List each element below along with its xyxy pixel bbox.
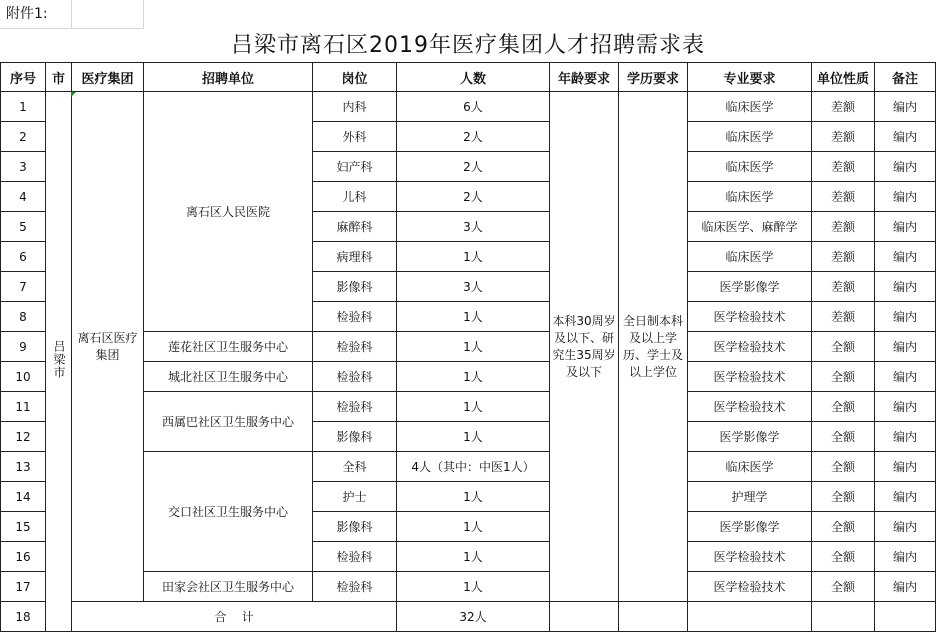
note-cell: 编内	[875, 452, 936, 482]
count-cell: 1人	[397, 482, 550, 512]
major-cell: 医学检验技术	[688, 302, 812, 332]
count-cell: 3人	[397, 272, 550, 302]
unit-cell: 田家会社区卫生服务中心	[144, 572, 313, 602]
post-cell: 妇产科	[313, 152, 397, 182]
nature-cell: 差额	[812, 152, 875, 182]
row-no: 12	[1, 422, 46, 452]
header-unit: 招聘单位	[144, 63, 313, 92]
post-cell: 检验科	[313, 572, 397, 602]
post-cell: 检验科	[313, 362, 397, 392]
empty-cell	[619, 602, 688, 632]
header-nature: 单位性质	[812, 63, 875, 92]
count-cell: 1人	[397, 362, 550, 392]
note-cell: 编内	[875, 422, 936, 452]
major-cell: 临床医学	[688, 122, 812, 152]
note-cell: 编内	[875, 542, 936, 572]
count-cell: 1人	[397, 572, 550, 602]
note-cell: 编内	[875, 302, 936, 332]
post-cell: 检验科	[313, 542, 397, 572]
header-note: 备注	[875, 63, 936, 92]
group-cell: 离石区医疗集团	[72, 92, 144, 602]
count-cell: 1人	[397, 512, 550, 542]
note-cell: 编内	[875, 152, 936, 182]
nature-cell: 全额	[812, 572, 875, 602]
empty-cell	[812, 602, 875, 632]
nature-cell: 差额	[812, 212, 875, 242]
note-cell: 编内	[875, 392, 936, 422]
nature-cell: 全额	[812, 482, 875, 512]
city-cell: 吕梁市	[46, 92, 72, 632]
empty-cell	[875, 602, 936, 632]
major-cell: 临床医学	[688, 92, 812, 122]
count-cell: 2人	[397, 182, 550, 212]
major-cell: 临床医学	[688, 152, 812, 182]
note-cell: 编内	[875, 182, 936, 212]
major-cell: 护理学	[688, 482, 812, 512]
post-cell: 检验科	[313, 332, 397, 362]
nature-cell: 差额	[812, 242, 875, 272]
row-no: 15	[1, 512, 46, 542]
count-cell: 4人（其中：中医1人）	[397, 452, 550, 482]
note-cell: 编内	[875, 212, 936, 242]
total-label: 合 计	[72, 602, 397, 632]
nature-cell: 全额	[812, 332, 875, 362]
post-cell: 影像科	[313, 422, 397, 452]
row-no: 8	[1, 302, 46, 332]
total-count: 32人	[397, 602, 550, 632]
post-cell: 麻醉科	[313, 212, 397, 242]
row-no: 17	[1, 572, 46, 602]
nature-cell: 全额	[812, 362, 875, 392]
post-cell: 检验科	[313, 392, 397, 422]
row-no: 3	[1, 152, 46, 182]
header-no: 序号	[1, 63, 46, 92]
major-cell: 临床医学	[688, 182, 812, 212]
major-cell: 临床医学	[688, 242, 812, 272]
count-cell: 6人	[397, 92, 550, 122]
empty-cell	[688, 602, 812, 632]
recruitment-table	[0, 62, 936, 632]
education-requirement: 全日制本科及以上学历、学士及以上学位	[619, 92, 688, 602]
post-cell: 病理科	[313, 242, 397, 272]
post-cell: 检验科	[313, 302, 397, 332]
unit-cell: 离石区人民医院	[144, 92, 313, 332]
nature-cell: 差额	[812, 122, 875, 152]
major-cell: 医学影像学	[688, 272, 812, 302]
note-cell: 编内	[875, 362, 936, 392]
empty-cell	[72, 0, 144, 29]
post-cell: 内科	[313, 92, 397, 122]
note-cell: 编内	[875, 92, 936, 122]
note-cell: 编内	[875, 332, 936, 362]
unit-cell: 西属巴社区卫生服务中心	[144, 392, 313, 452]
major-cell: 医学检验技术	[688, 392, 812, 422]
nature-cell: 全额	[812, 452, 875, 482]
header-age: 年龄要求	[550, 63, 619, 92]
post-cell: 外科	[313, 122, 397, 152]
row-no: 18	[1, 602, 46, 632]
row-no: 7	[1, 272, 46, 302]
nature-cell: 差额	[812, 92, 875, 122]
page-title: 吕梁市离石区2019年医疗集团人才招聘需求表	[231, 33, 705, 58]
major-cell: 医学检验技术	[688, 572, 812, 602]
row-no: 1	[1, 92, 46, 122]
attachment-label: 附件1:	[0, 0, 72, 29]
header-post: 岗位	[313, 63, 397, 92]
major-cell: 医学影像学	[688, 512, 812, 542]
header-row	[1, 63, 936, 92]
row-no: 9	[1, 332, 46, 362]
row-no: 6	[1, 242, 46, 272]
row-no: 2	[1, 122, 46, 152]
header-edu: 学历要求	[619, 63, 688, 92]
nature-cell: 全额	[812, 512, 875, 542]
post-cell: 护士	[313, 482, 397, 512]
count-cell: 1人	[397, 422, 550, 452]
row-no: 10	[1, 362, 46, 392]
major-cell: 医学检验技术	[688, 332, 812, 362]
count-cell: 1人	[397, 332, 550, 362]
header-group: 医疗集团	[72, 63, 144, 92]
row-no: 4	[1, 182, 46, 212]
post-cell: 儿科	[313, 182, 397, 212]
row-no: 14	[1, 482, 46, 512]
table-row	[1, 92, 936, 122]
post-cell: 全科	[313, 452, 397, 482]
nature-cell: 差额	[812, 182, 875, 212]
count-cell: 1人	[397, 392, 550, 422]
cell-comment-marker	[71, 92, 76, 97]
count-cell: 1人	[397, 242, 550, 272]
note-cell: 编内	[875, 482, 936, 512]
post-cell: 影像科	[313, 512, 397, 542]
unit-cell: 交口社区卫生服务中心	[144, 452, 313, 572]
row-no: 5	[1, 212, 46, 242]
unit-cell: 莲花社区卫生服务中心	[144, 332, 313, 362]
count-cell: 1人	[397, 542, 550, 572]
header-city: 市	[46, 63, 72, 92]
nature-cell: 差额	[812, 302, 875, 332]
age-requirement: 本科30周岁及以下、研究生35周岁及以下	[550, 92, 619, 602]
note-cell: 编内	[875, 512, 936, 542]
count-cell: 2人	[397, 122, 550, 152]
header-count: 人数	[397, 63, 550, 92]
row-no: 11	[1, 392, 46, 422]
count-cell: 1人	[397, 302, 550, 332]
count-cell: 3人	[397, 212, 550, 242]
nature-cell: 差额	[812, 272, 875, 302]
total-row	[1, 602, 936, 632]
note-cell: 编内	[875, 122, 936, 152]
major-cell: 医学检验技术	[688, 542, 812, 572]
nature-cell: 全额	[812, 422, 875, 452]
note-cell: 编内	[875, 242, 936, 272]
note-cell: 编内	[875, 572, 936, 602]
row-no: 16	[1, 542, 46, 572]
note-cell: 编内	[875, 272, 936, 302]
row-no: 13	[1, 452, 46, 482]
major-cell: 医学影像学	[688, 422, 812, 452]
header-major: 专业要求	[688, 63, 812, 92]
empty-cell	[550, 602, 619, 632]
count-cell: 2人	[397, 152, 550, 182]
major-cell: 临床医学	[688, 452, 812, 482]
major-cell: 医学检验技术	[688, 362, 812, 392]
nature-cell: 全额	[812, 392, 875, 422]
major-cell: 临床医学、麻醉学	[688, 212, 812, 242]
unit-cell: 城北社区卫生服务中心	[144, 362, 313, 392]
nature-cell: 全额	[812, 542, 875, 572]
post-cell: 影像科	[313, 272, 397, 302]
